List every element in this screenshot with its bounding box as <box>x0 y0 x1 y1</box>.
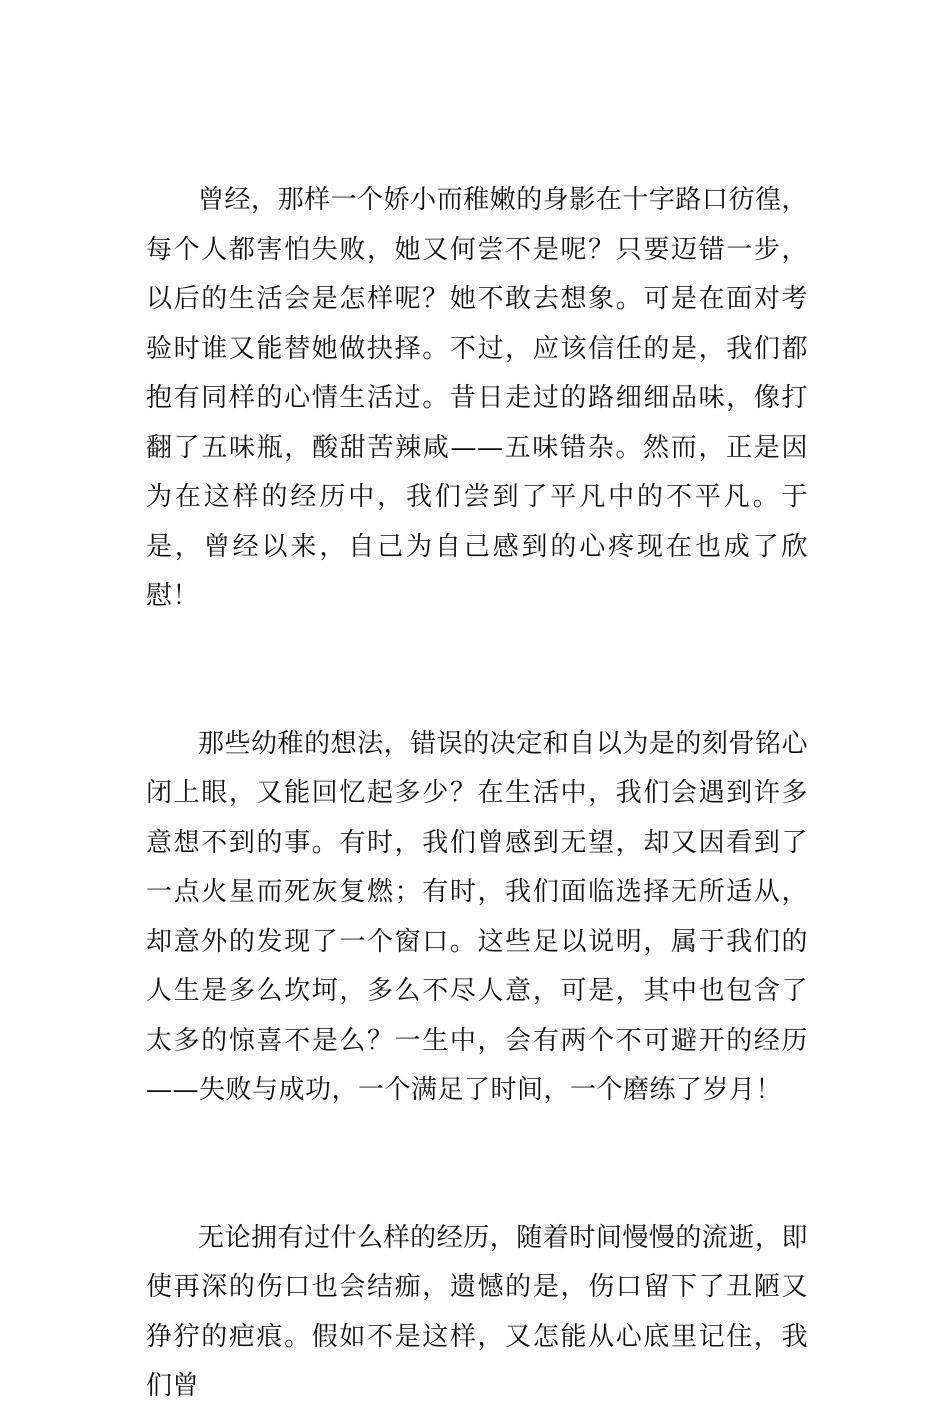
paragraph-2: 那些幼稚的想法，错误的决定和自以为是的刻骨铭心闭上眼，又能回忆起多少？在生活中，我们会遇到许多意想不到的事。有时，我们曾感到无望，却又因看到了一点火星而死灰复燃；有时，我们面临选择无所适从，却意外的发现了一个窗口。这些足以说明，属于我们的人生是多么坎坷，多么不尽人意，可是，其中也包含了太多的惊喜不是么？一生中，会有两个不可避开的经历——失败与成功，一个满足了时间，一个磨练了岁月！ <box>146 728 808 1105</box>
document-body <box>146 176 808 1412</box>
paragraph-3: 无论拥有过什么样的经历，随着时间慢慢的流逝，即使再深的伤口也会结痂，遗憾的是，伤口留下了丑陋又狰狞的疤痕。假如不是这样，又怎能从心底里记住，我们曾 <box>146 1222 808 1401</box>
paragraph-1: 曾经，那样一个娇小而稚嫩的身影在十字路口彷徨，每个人都害怕失败，她又何尝不是呢？只要迈错一步，以后的生活会是怎样呢？她不敢去想象。可是在面对考验时谁又能替她做抉择。不过，应该信任的是，我们都抱有同样的心情生活过。昔日走过的路细细品味，像打翻了五味瓶，酸甜苦辣咸——五味错杂。然而，正是因为在这样的经历中，我们尝到了平凡中的不平凡。于是，曾经以来，自己为自己感到的心疼现在也成了欣慰！ <box>146 185 808 611</box>
